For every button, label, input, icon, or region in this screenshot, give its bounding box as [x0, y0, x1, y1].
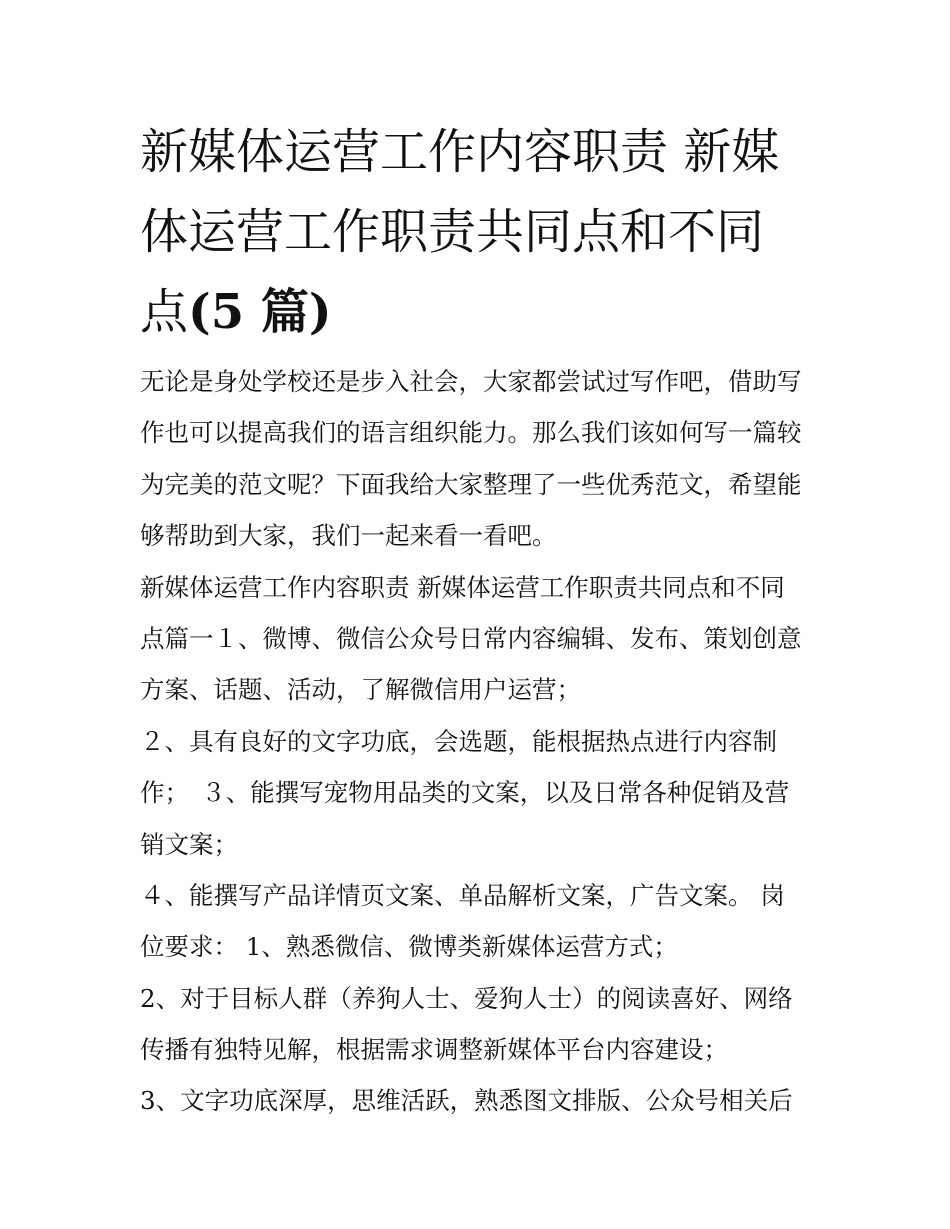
body-line: 新媒体运营工作内容职责 新媒体运营工作职责共同点和不同 — [140, 572, 785, 602]
body-line: 3、文字功底深厚，思维活跃，熟悉图文排版、公众号相关后 — [140, 1086, 793, 1116]
body-line: 位要求： 1、熟悉微信、微博类新媒体运营方式； — [140, 932, 678, 962]
body-line: 作； ３、能撰写宠物用品类的文案，以及日常各种促销及营 — [140, 778, 790, 808]
body-line: 2、对于目标人群（养狗人士、爱狗人士）的阅读喜好、网络 — [140, 983, 793, 1013]
body-line: 点篇一１、微博、微信公众号日常内容编辑、发布、策划创意 — [140, 623, 802, 653]
title-line-1: 新媒体运营工作内容职责 新媒 — [140, 124, 780, 180]
body-line: 无论是身处学校还是步入社会，大家都尝试过写作吧，借助写 — [140, 367, 802, 396]
document-title — [140, 112, 820, 352]
title-line-3 — [140, 272, 820, 352]
body-line: ４、能撰写产品详情页文案、单品解析文案，广告文案。 岗 — [140, 880, 785, 910]
document-body — [140, 356, 830, 1127]
body-line: 为完美的范文呢？下面我给大家整理了一些优秀范文，希望能 — [140, 469, 802, 499]
body-line: 传播有独特见解，根据需求调整新媒体平台内容建设； — [140, 1035, 728, 1065]
title-line-2: 体运营工作职责共同点和不同 — [140, 204, 765, 260]
body-line: 方案、话题、活动，了解微信用户运营； — [140, 675, 581, 705]
body-line: 够帮助到大家，我们一起来看一看吧。 — [140, 521, 557, 551]
body-line: 销文案； — [140, 829, 238, 859]
body-line: ２、具有良好的文字功底，会选题，能根据热点进行内容制 — [140, 726, 777, 756]
title-line-3-text: 点 — [140, 284, 189, 340]
title-suffix: (5 篇) — [188, 284, 332, 340]
body-line: 作也可以提高我们的语言组织能力。那么我们该如何写一篇较 — [140, 418, 802, 448]
